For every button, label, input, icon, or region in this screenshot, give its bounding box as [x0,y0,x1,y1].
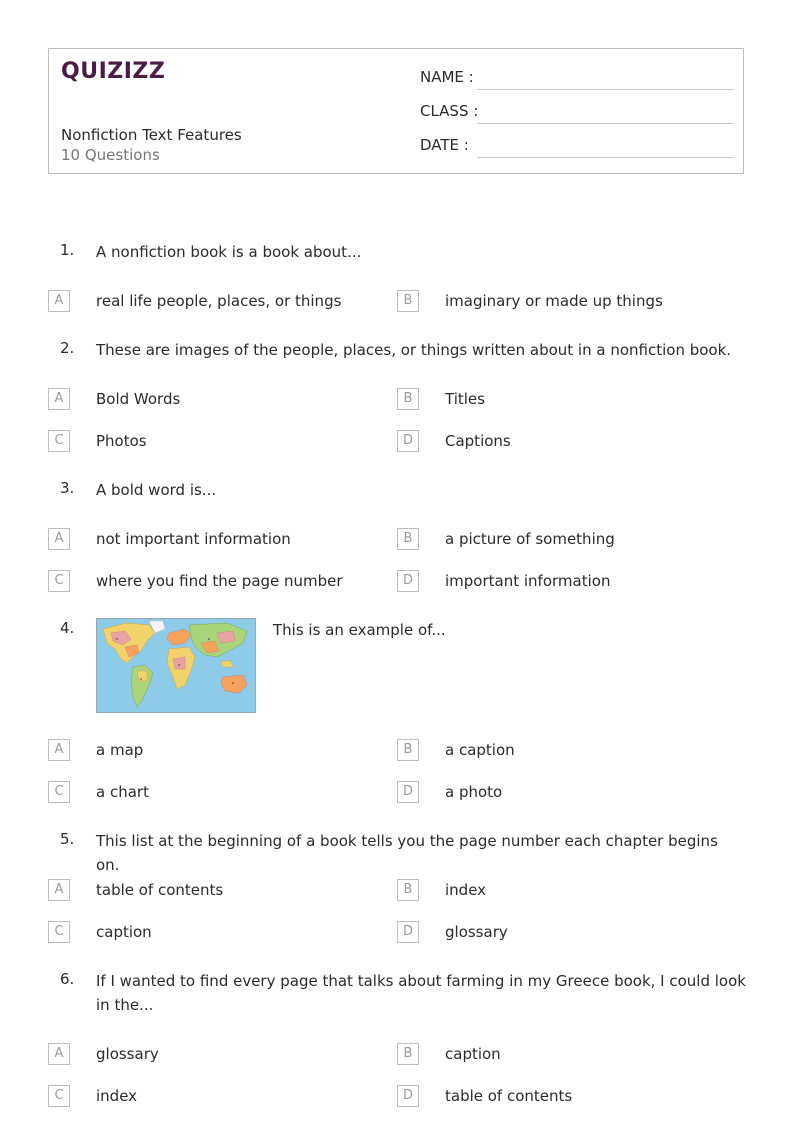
class-field[interactable] [420,100,734,124]
option-c-box[interactable]: C [48,781,70,803]
option-d-box[interactable]: D [397,921,419,943]
option-a-box[interactable]: A [48,739,70,761]
option-a-box[interactable]: A [48,388,70,410]
name-label: NAME : [420,68,474,86]
worksheet-header [48,48,744,174]
option-text: table of contents [445,1087,573,1105]
question-number: 6. [60,970,75,988]
question-text: A bold word is... [96,481,217,499]
question-text: A nonfiction book is a book about... [96,243,362,261]
option-text: a map [96,741,144,759]
option-text: table of contents [96,881,224,899]
option-text: a chart [96,783,149,801]
option-text: glossary [96,1045,159,1063]
option-a-box[interactable]: A [48,528,70,550]
name-field[interactable] [420,66,734,90]
option-c-box[interactable]: C [48,570,70,592]
option-b-box[interactable]: B [397,1043,419,1065]
option-text: caption [96,923,152,941]
option-text: index [445,881,487,899]
option-c-box[interactable]: C [48,921,70,943]
question-text: If I wanted to find every page that talks about farming in my Greece book, I could look in the... [96,972,746,1014]
option-b-box[interactable]: B [397,290,419,312]
option-text: glossary [445,923,508,941]
class-label: CLASS : [420,102,479,120]
option-a-box[interactable]: A [48,290,70,312]
option-text: caption [445,1045,501,1063]
worksheet-title: Nonfiction Text Features [61,126,242,144]
option-d-box[interactable]: D [397,1085,419,1107]
option-a-box[interactable]: A [48,1043,70,1065]
option-text: important information [445,572,611,590]
question-text: These are images of the people, places, or things written about in a nonfiction book. [96,341,732,359]
option-text: a photo [445,783,503,801]
name-line[interactable] [477,89,734,90]
question-number: 2. [60,339,75,357]
option-text: a picture of something [445,530,615,548]
option-b-box[interactable]: B [397,879,419,901]
class-line[interactable] [477,123,734,124]
option-text: real life people, places, or things [96,292,342,310]
option-b-box[interactable]: B [397,739,419,761]
date-label: DATE : [420,136,469,154]
option-text: imaginary or made up things [445,292,663,310]
option-b-box[interactable]: B [397,528,419,550]
option-d-box[interactable]: D [397,781,419,803]
question-number: 5. [60,830,75,848]
option-c-box[interactable]: C [48,430,70,452]
question-number: 4. [60,619,75,637]
question-text: This list at the beginning of a book tells you the page number each chapter begins on. [96,832,718,874]
option-text: not important information [96,530,291,548]
option-text: Captions [445,432,511,450]
option-text: index [96,1087,138,1105]
question-number: 3. [60,479,75,497]
date-line[interactable] [477,157,734,158]
option-text: where you find the page number [96,572,343,590]
option-text: Titles [445,390,485,408]
option-d-box[interactable]: D [397,570,419,592]
option-a-box[interactable]: A [48,879,70,901]
question-count: 10 Questions [61,146,160,164]
option-text: Bold Words [96,390,181,408]
question-text: This is an example of... [273,621,446,639]
option-c-box[interactable]: C [48,1085,70,1107]
quizizz-logo: QUIZIZZ [61,59,166,84]
option-b-box[interactable]: B [397,388,419,410]
question-number: 1. [60,241,75,259]
date-field[interactable] [420,134,734,158]
option-text: Photos [96,432,147,450]
option-text: a caption [445,741,515,759]
option-d-box[interactable]: D [397,430,419,452]
world-map-image [96,618,256,713]
